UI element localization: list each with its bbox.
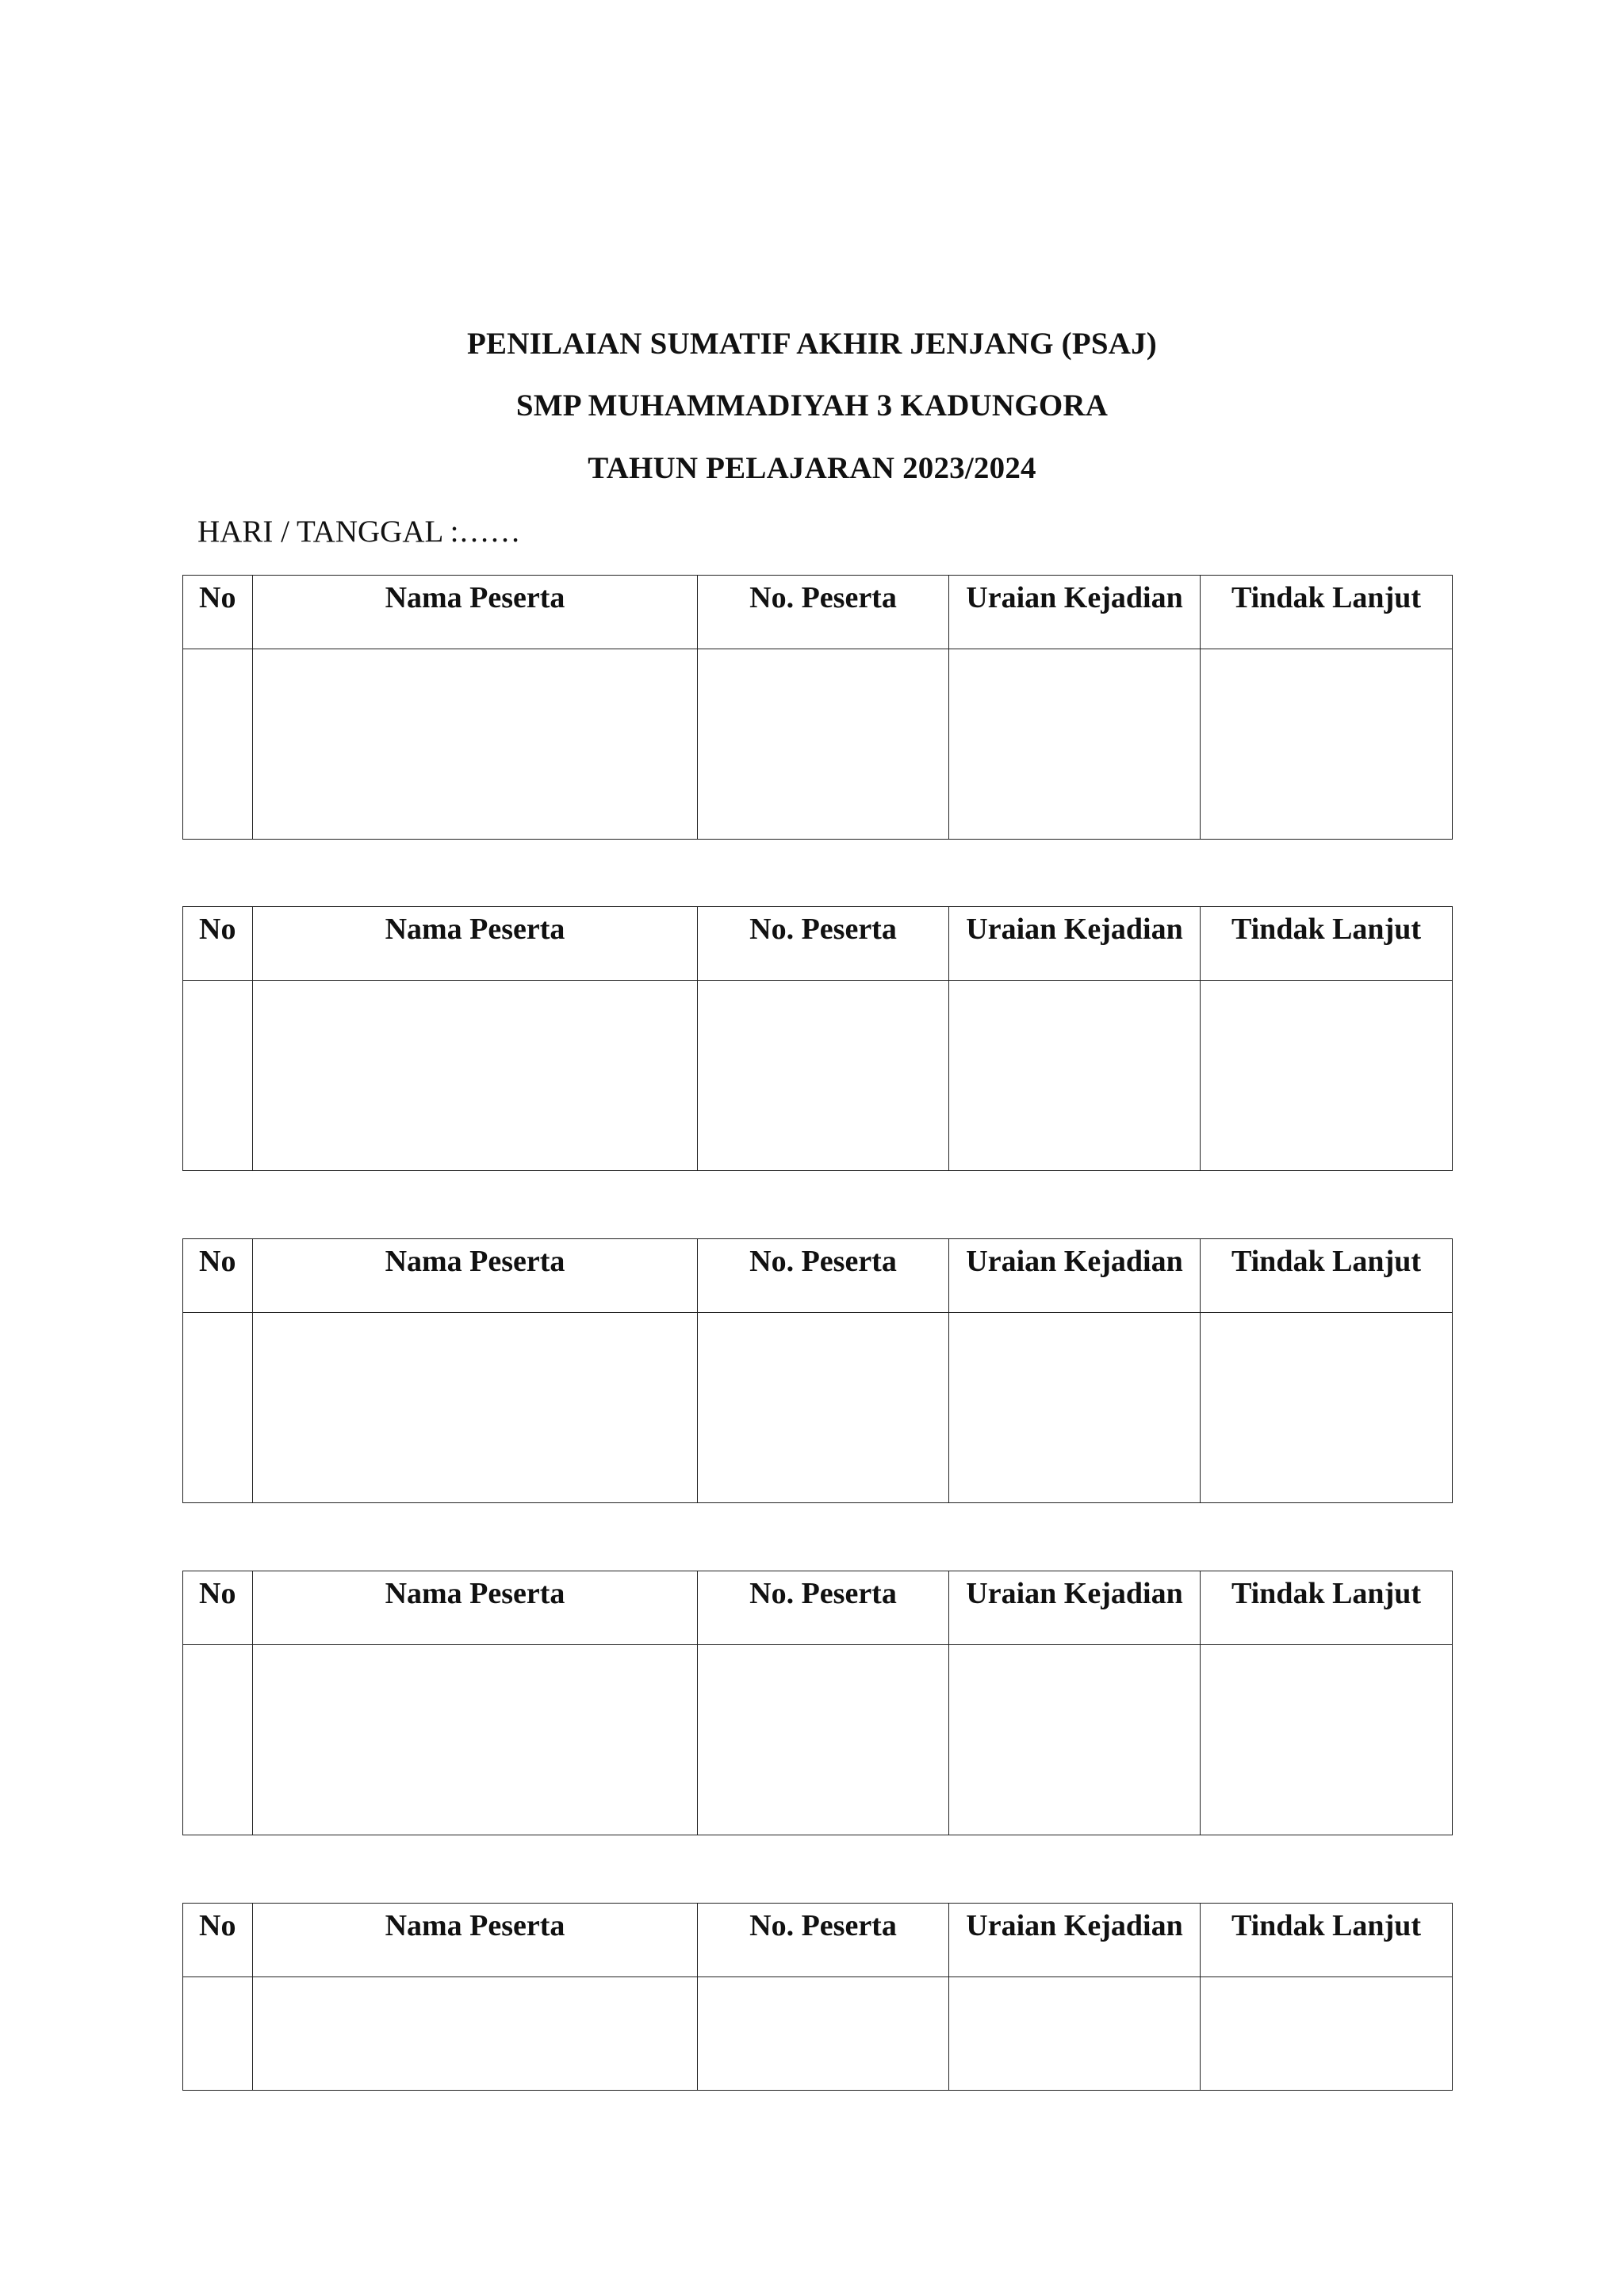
cell-no: [183, 649, 253, 840]
table-header-row: [183, 1904, 1453, 1977]
cell-tindak-lanjut: [1201, 649, 1453, 840]
header-nama-peserta: Nama Peserta: [253, 907, 698, 981]
header-tindak-lanjut: Tindak Lanjut: [1201, 576, 1453, 649]
table-header-row: [183, 1239, 1453, 1313]
school-name: SMP MUHAMMADIYAH 3 KADUNGORA: [515, 388, 1109, 423]
incident-table: [182, 1903, 1453, 2091]
header-no-peserta: No. Peserta: [698, 1571, 949, 1645]
cell-no-peserta: [698, 1977, 949, 2091]
cell-no-peserta: [698, 1313, 949, 1503]
table-row: [183, 1313, 1453, 1503]
cell-nama-peserta: [253, 1313, 698, 1503]
cell-no-peserta: [698, 649, 949, 840]
cell-tindak-lanjut: [1201, 1313, 1453, 1503]
cell-no-peserta: [698, 981, 949, 1171]
header-nama-peserta: Nama Peserta: [253, 1571, 698, 1645]
header-no-peserta: No. Peserta: [698, 1904, 949, 1977]
cell-tindak-lanjut: [1201, 1977, 1453, 2091]
cell-uraian-kejadian: [949, 981, 1201, 1171]
header-no: No: [183, 1904, 253, 1977]
header-tindak-lanjut: Tindak Lanjut: [1201, 1239, 1453, 1313]
incident-table: [182, 1238, 1453, 1503]
header-no-peserta: No. Peserta: [698, 1239, 949, 1313]
header-uraian-kejadian: Uraian Kejadian: [949, 907, 1201, 981]
header-no-peserta: No. Peserta: [698, 576, 949, 649]
document-title: PENILAIAN SUMATIF AKHIR JENJANG (PSAJ): [467, 327, 1157, 361]
cell-uraian-kejadian: [949, 649, 1201, 840]
date-field-label: HARI / TANGGAL :……: [197, 515, 521, 549]
academic-year: TAHUN PELAJARAN 2023/2024: [588, 451, 1036, 485]
table-row: [183, 649, 1453, 840]
incident-table: [182, 1571, 1453, 1835]
cell-nama-peserta: [253, 1977, 698, 2091]
incident-table: [182, 575, 1453, 840]
cell-tindak-lanjut: [1201, 981, 1453, 1171]
cell-tindak-lanjut: [1201, 1645, 1453, 1835]
header-tindak-lanjut: Tindak Lanjut: [1201, 1904, 1453, 1977]
header-no: No: [183, 1239, 253, 1313]
incident-table: [182, 906, 1453, 1171]
cell-uraian-kejadian: [949, 1977, 1201, 2091]
header-nama-peserta: Nama Peserta: [253, 1239, 698, 1313]
cell-nama-peserta: [253, 981, 698, 1171]
table-row: [183, 981, 1453, 1171]
table-header-row: [183, 576, 1453, 649]
table-row: [183, 1645, 1453, 1835]
header-no-peserta: No. Peserta: [698, 907, 949, 981]
header-no: No: [183, 1571, 253, 1645]
table-header-row: [183, 1571, 1453, 1645]
cell-no: [183, 1645, 253, 1835]
header-no: No: [183, 576, 253, 649]
cell-nama-peserta: [253, 1645, 698, 1835]
header-nama-peserta: Nama Peserta: [253, 576, 698, 649]
header-tindak-lanjut: Tindak Lanjut: [1201, 907, 1453, 981]
cell-uraian-kejadian: [949, 1313, 1201, 1503]
header-uraian-kejadian: Uraian Kejadian: [949, 576, 1201, 649]
header-no: No: [183, 907, 253, 981]
cell-no: [183, 1977, 253, 2091]
header-uraian-kejadian: Uraian Kejadian: [949, 1904, 1201, 1977]
table-row: [183, 1977, 1453, 2091]
table-header-row: [183, 907, 1453, 981]
cell-nama-peserta: [253, 649, 698, 840]
header-nama-peserta: Nama Peserta: [253, 1904, 698, 1977]
cell-no: [183, 1313, 253, 1503]
header-uraian-kejadian: Uraian Kejadian: [949, 1239, 1201, 1313]
cell-no: [183, 981, 253, 1171]
cell-no-peserta: [698, 1645, 949, 1835]
header-uraian-kejadian: Uraian Kejadian: [949, 1571, 1201, 1645]
cell-uraian-kejadian: [949, 1645, 1201, 1835]
header-tindak-lanjut: Tindak Lanjut: [1201, 1571, 1453, 1645]
